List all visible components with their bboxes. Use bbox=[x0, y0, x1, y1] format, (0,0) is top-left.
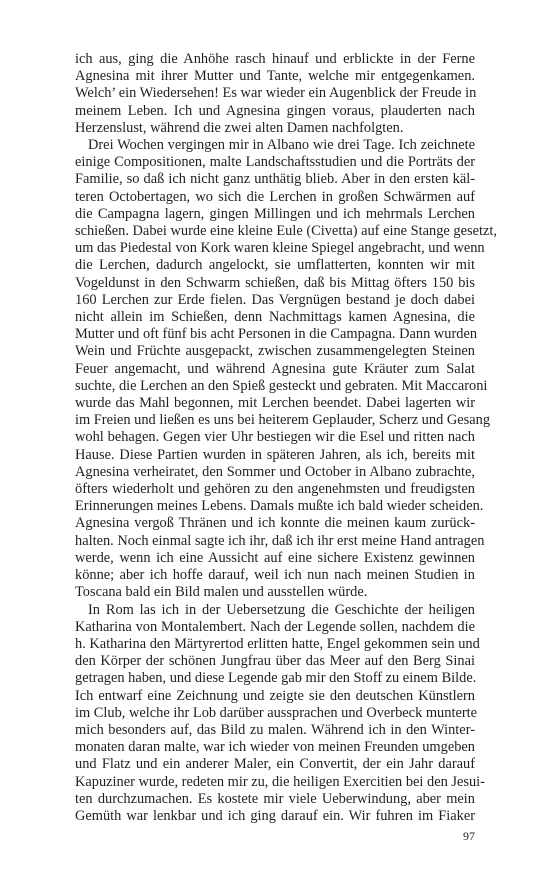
text-line: die Campagna lagern, gingen Millingen und ich mehrmals Lerchen bbox=[75, 205, 475, 222]
text-line: Vogeldunst in den Schwarm schießen, daß bis Mittag öfters 150 bis bbox=[75, 274, 475, 291]
text-line: einige Compositionen, malte Landschaftsstudien und die Porträts der bbox=[75, 154, 475, 171]
text-line: und Flatz und ein anderer Maler, ein Convertit, der ein Jahr darauf bbox=[75, 756, 475, 773]
text-line: Familie, so daß ich nicht ganz unthätig blieb. Aber in den ersten käl- bbox=[75, 171, 475, 188]
paragraph bbox=[75, 137, 497, 601]
text-line: Herzenslust, während die zwei alten Damen nachfolgten. bbox=[75, 119, 404, 136]
text-line: den Körper der schönen Jungfrau über das Meer auf den Berg Sinai bbox=[75, 653, 475, 670]
text-line: Agnesina mit ihrer Mutter und Tante, welche mir entgegenkamen. bbox=[75, 68, 475, 85]
text-line: werde, wenn ich eine Aussicht auf eine sichere Existenz gewinnen bbox=[75, 549, 475, 566]
text-line: öfters wiederholt und gehören zu den angenehmsten und freudigsten bbox=[75, 481, 475, 498]
text-line: Ich entwarf eine Zeichnung und zeigte sie den deutschen Künstlern bbox=[75, 687, 475, 704]
text-line: h. Katharina den Märtyrertod erlitten hatte, Engel gekommen sein und bbox=[75, 635, 480, 652]
text-line: Erinnerungen meines Lebens. Damals mußte ich bald wieder scheiden. bbox=[75, 498, 484, 515]
text-line: Mutter und oft fünf bis acht Personen in die Campagna. Dann wurden bbox=[75, 326, 478, 343]
paragraph bbox=[75, 601, 485, 826]
text-line: ten durchzumachen. Es kostete mir viele Ueberwindung, aber mein bbox=[75, 790, 475, 807]
text-line: nicht allein im Schießen, denn Nachmittags kamen Agnesina, die bbox=[75, 309, 475, 326]
text-line: suchte, die Lerchen an den Spieß gesteckt und gebraten. Mit Maccaroni bbox=[75, 377, 488, 394]
text-line: getragen haben, und diese Legende gab mir den Stoff zu einem Bilde. bbox=[75, 670, 477, 687]
text-line: Drei Wochen vergingen mir in Albano wie drei Tage. Ich zeichnete bbox=[88, 137, 475, 154]
text-line: meinem Leben. Ich und Agnesina gingen voraus, plauderten nach bbox=[75, 102, 475, 119]
paragraph bbox=[75, 51, 475, 137]
text-line: könne; aber ich hoffe darauf, weil ich nun nach meinen Studien in bbox=[75, 567, 475, 584]
text-line: Welch’ ein Wiedersehen! Es war wieder ein Augenblick der Freude in bbox=[75, 85, 477, 102]
text-line: mich besonders auf, das Bild zu malen. Während ich in den Winter- bbox=[75, 721, 475, 738]
text-line: In Rom las ich in der Uebersetzung die Geschichte der heiligen bbox=[88, 601, 475, 618]
text-line: Gemüth war lenkbar und ich ging darauf ein. Wir fuhren im Fiaker bbox=[75, 807, 475, 824]
text-line: 160 Lerchen zur Erde fielen. Das Vergnügen bestand je doch dabei bbox=[75, 291, 475, 308]
text-line: Katharina von Montalembert. Nach der Legende sollen, nachdem die bbox=[75, 618, 475, 635]
text-line: Toscana bald ein Bild malen und ausstellen würde. bbox=[75, 584, 368, 601]
text-line: monaten daran malte, war ich wieder von meinen Freunden umgeben bbox=[75, 739, 475, 756]
text-line: wurde das Mahl begonnen, mit Lerchen beendet. Dabei lagerten wir bbox=[75, 395, 475, 412]
text-line: schießen. Dabei wurde eine kleine Eule (Civetta) auf eine Stange gesetzt, bbox=[75, 223, 497, 240]
text-line: ich aus, ging die Anhöhe rasch hinauf und erblickte in der Ferne bbox=[75, 51, 475, 67]
text-line: wohl behagen. Gegen vier Uhr bestiegen wir die Esel und ritten nach bbox=[75, 429, 475, 446]
text-line: um das Piedestal von Kork waren kleine Spiegel angebracht, und wenn bbox=[75, 240, 485, 257]
text-line: halten. Noch einmal sagte ich ihr, daß ich ihr erst meine Hand antragen bbox=[75, 532, 485, 549]
text-line: Wein und Früchte ausgepackt, zwischen zusammengelegten Steinen bbox=[75, 343, 475, 360]
text-line: Hause. Diese Partien wurden in späteren Jahren, als ich, bereits mit bbox=[75, 446, 475, 463]
text-line: die Lerchen, dadurch angelockt, sie umflatterten, konnten wir mit bbox=[75, 257, 475, 274]
body-text bbox=[75, 51, 497, 825]
text-line: Kapuziner wurde, redeten mir zu, die heiligen Exercitien bei den Jesui- bbox=[75, 773, 485, 790]
text-line: Agnesina verheiratet, den Sommer und October in Albano zubrachte, bbox=[75, 463, 475, 480]
text-line: teren Octobertagen, wo sich die Lerchen in großen Schwärmen auf bbox=[75, 188, 475, 205]
text-line: im Club, welche ihr Lob darüber aussprachen und Overbeck munterte bbox=[75, 704, 478, 721]
text-line: im Freien und ließen es uns bei heiterem Geplauder, Scherz und Gesang bbox=[75, 412, 491, 429]
text-line: Feuer angemacht, und während Agnesina gute Kräuter zum Salat bbox=[75, 360, 475, 377]
page-number: 97 bbox=[463, 829, 475, 843]
text-line: Agnesina vergoß Thränen und ich konnte die meinen kaum zurück- bbox=[75, 515, 475, 532]
